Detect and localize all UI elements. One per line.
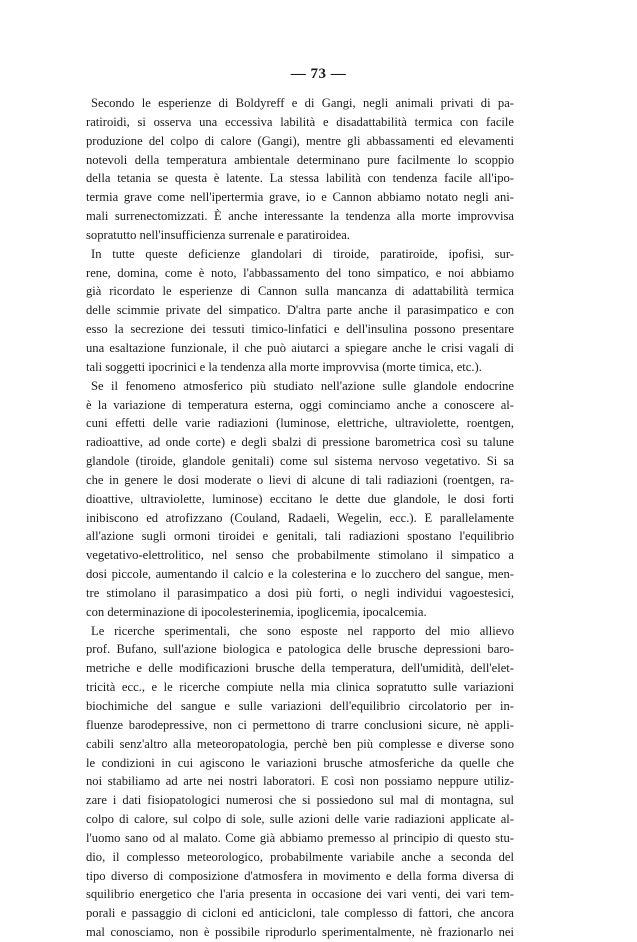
text-line: notevoli della temperatura ambientale determinano pure facilmente lo scoppio [86,152,514,167]
text-line: esso la secrezione dei tessuti timico-linfatici e dell'insulina possono presentare [86,322,514,337]
text-line: ratiroidi, si osserva una eccessiva labilità e disadattabilità termica con facile [86,114,514,129]
text-line: una esaltazione funzionale, il che può aiutarci a spiegare anche le crisi vagali di [86,340,514,355]
text-line: tre stimolano il parasimpatico a dosi più forti, o negli individui vagoestesici, [86,585,514,600]
text-line: biochimiche del sangue e sulle variazioni dell'equilibrio circolatorio per in- [86,699,514,713]
text-line: all'azione sugli ormoni tiroidei e genitali, tali radiazioni spostano l'equilibrio [86,529,514,544]
text-line: tali soggetti ipocrinici e la tendenza alla morte improvvisa (morte timica, etc.). [86,359,482,374]
text-line: dio, il complesso meteorologico, probabilmente variabile anche a seconda del [86,849,514,864]
text-line: sopratutto nell'insufficienza surrenale e paratiroidea. [86,227,350,242]
text-line: Secondo le esperienze di Boldyreff e di Gangi, negli animali privati di pa- [91,96,514,110]
text-line: termia grave come nell'ipertermia grave, io e Cannon abbiamo notato negli ani- [86,190,514,205]
text-line: glandole (tiroide, glandole genitali) come sul sistema nervoso vegetativo. Si sa [86,454,514,469]
text-line: con determinazione di ipocolesterinemia, ipoglicemia, ipocalcemia. [86,604,427,619]
text-line: le condizioni in cui agiscono le variazioni brusche atmosferiche da quelle che [86,755,514,770]
text-line: colpo di calore, sul colpo di sole, sulle azioni delle varie radiazioni applicate al- [86,812,514,827]
text-line: produzione del colpo di calore (Gangi), mentre gli abbassamenti ed elevamenti [86,133,514,148]
text-line: già ricordato le esperienze di Cannon sulla mancanza di adattabilità termica [86,284,514,299]
text-line: della tetania se questa è latente. La stessa labilità con tendenza facile all'ipo- [86,171,514,186]
text-line: In tutte queste deficienze glandolari di tiroide, paratiroide, ipofisi, sur- [91,246,514,261]
body-text [86,94,514,942]
page-number: — 73 — [290,66,347,82]
text-line: noi stabiliamo ad arte nei nostri laboratori. E così non possiamo neppure utiliz- [86,774,514,789]
text-line: dioattive, ultraviolette, luminose) eccitano le dette due glandole, le dosi forti [86,491,514,506]
text-line: l'uomo sano od al malato. Come già abbiamo premesso al principio di questo stu- [86,830,514,845]
text-line: squilibrio energetico che l'aria presenta in occasione dei vari venti, dei vari tem- [86,887,514,902]
text-line: che in genere le dosi moderate o lievi di alcune di tali radiazioni (roentgen, ra- [86,472,514,487]
text-line: Se il fenomeno atmosferico più studiato nell'azione sulle glandole endocrine [91,378,514,393]
text-line: tipo diverso di composizione d'atmosfera in movimento e della forma diversa di [86,868,514,883]
text-line: prof. Bufano, sull'azione biologica e patologica delle brusche depressioni baro- [86,642,514,657]
text-line: vegetativo-elettrolitico, nel senso che probabilmente stimolano il simpatico a [86,548,514,563]
text-line: cuni effetti delle varie radiazioni (luminose, elettriche, ultraviolette, roentgen, [86,416,514,431]
text-line: zare i dati fisiopatologici numerosi che si possiedono sul mal di montagna, sul [86,793,514,808]
text-line: cabili senz'altro alla meteoropatologia, perchè ben più complesse e diverse sono [86,736,514,751]
text-line: è la variazione di temperatura esterna, oggi cominciamo anche a conoscere al- [86,397,514,412]
text-line: fluenze barodepressive, non ci permettono di trarre conclusioni sicure, nè appli- [86,717,514,732]
text-line: tricità ecc., e le ricerche compiute nella mia clinica sopratutto sulle variazioni [86,680,514,695]
text-line: dosi piccole, aumentando il calcio e la colesterina e lo zucchero del sangue, men- [86,567,514,582]
text-line: Le ricerche sperimentali, che sono esposte nel rapporto del mio allievo [91,623,514,638]
text-line: inibiscono ed atrofizzano (Couland, Radaeli, Wegelin, ecc.). E parallelamente [86,510,514,525]
text-line: radioattive, ad onde corte) e degli sbalzi di pressione barometrica così su talune [86,435,514,450]
text-line: porali e passaggio di cicloni ed anticicloni, tale complesso di fattori, che ancora [86,906,514,921]
text-line: mal conosciamo, non è possibile riprodurlo sperimentalmente, nè frazionarlo nei [86,925,514,940]
text-line: rene, domina, come è noto, l'abbassamento del tono simpatico, e noi abbiamo [86,265,514,280]
text-line: delle scimmie private del simpatico. D'altra parte anche il parasimpatico e con [86,303,514,318]
text-line: mali surrenectomizzati. È anche interessante la tendenza alla morte improvvisa [86,209,514,224]
text-line: metriche e delle modificazioni brusche della temperatura, dell'umidità, dell'elet- [86,661,514,676]
